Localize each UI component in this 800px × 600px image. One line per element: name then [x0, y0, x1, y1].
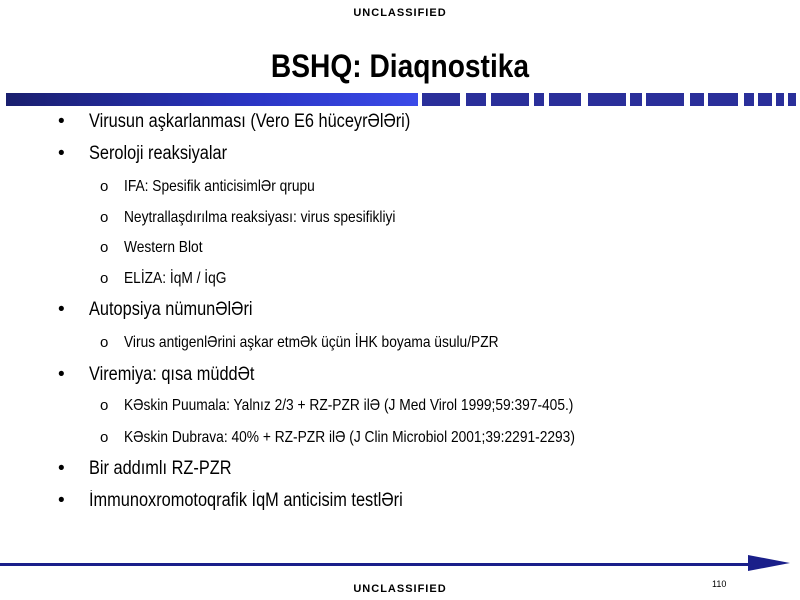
- sub-bullet-text: KƏskin Puumala: Yalnız 2/3 + RZ-PZR ilƏ (J Med Virol 1999;59:397-405.): [124, 397, 574, 414]
- footer-line: [0, 563, 760, 566]
- sub-bullet-text: IFA: Spesifik anticisimlƏr qrupu: [124, 178, 315, 195]
- bullet-mark: •: [58, 490, 65, 511]
- sub-bullet-mark: o: [100, 239, 109, 256]
- classification-bottom: UNCLASSIFIED: [353, 583, 447, 595]
- slide-title: BSHQ: Diaqnostika: [270, 48, 530, 84]
- sub-bullet-mark: o: [100, 429, 109, 446]
- bullet-text: Autopsiya nümunƏlƏri: [89, 299, 253, 320]
- bullet-text: Seroloji reaksiyalar: [89, 143, 228, 164]
- sub-bullet-text: ELİZA: İqM / İqG: [124, 270, 227, 287]
- bullet-mark: •: [58, 143, 65, 164]
- title-underline-bar: [6, 93, 796, 106]
- page-number: 110: [712, 579, 727, 589]
- sub-bullet-text: KƏskin Dubrava: 40% + RZ-PZR ilƏ (J Clin Microbiol 2001;39:2291-2293): [124, 429, 575, 446]
- sub-bullet-text: Virus antigenlƏrini aşkar etmƏk üçün İHK boyama üsulu/PZR: [124, 334, 499, 351]
- bullet-text: Viremiya: qısa müddƏt: [89, 364, 255, 385]
- bullet-mark: •: [58, 364, 65, 385]
- classification-top: UNCLASSIFIED: [353, 7, 447, 19]
- sub-bullet-mark: o: [100, 334, 109, 351]
- sub-bullet-mark: o: [100, 209, 109, 226]
- sub-bullet-text: Neytrallaşdırılma reaksiyası: virus spesifikliyi: [124, 209, 396, 226]
- bullet-text: Bir addımlı RZ-PZR: [89, 458, 232, 479]
- bullet-mark: •: [58, 111, 65, 132]
- sub-bullet-mark: o: [100, 178, 109, 195]
- sub-bullet-mark: o: [100, 397, 109, 414]
- bullet-mark: •: [58, 458, 65, 479]
- sub-bullet-mark: o: [100, 270, 109, 287]
- bullet-mark: •: [58, 299, 65, 320]
- bullet-text: İmmunoxromotoqrafik İqM anticisim testlƏri: [89, 490, 403, 511]
- bullet-text: Virusun aşkarlanması (Vero E6 hüceyrƏlƏri): [89, 111, 411, 132]
- sub-bullet-text: Western Blot: [124, 239, 203, 256]
- arrow-icon: [748, 555, 790, 571]
